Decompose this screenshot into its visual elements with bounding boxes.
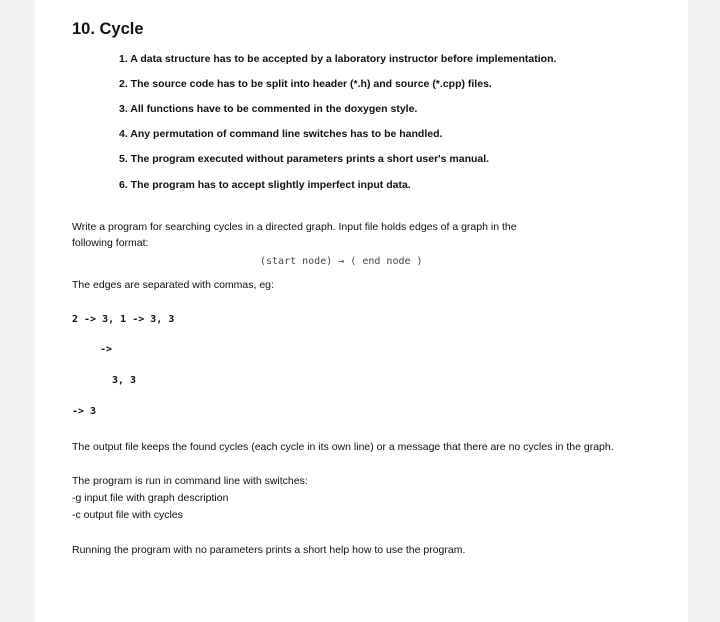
- intro-line-2: following format:: [72, 237, 149, 249]
- no-params-description: Running the program with no parameters prints a short help how to use the program.: [72, 544, 466, 556]
- document-title: 10. Cycle: [72, 20, 144, 38]
- switch-g: -g input file with graph description: [72, 492, 229, 504]
- requirement-item: 5. The program executed without parameters prints a short user's manual.: [119, 153, 490, 165]
- example-line-3: 3, 3: [112, 375, 137, 386]
- requirement-item: 4. Any permutation of command line switches has to be handled.: [119, 128, 443, 140]
- document-page: [35, 0, 688, 622]
- output-description: The output file keeps the found cycles (each cycle in its own line) or a message that there are no cycles in the graph.: [72, 441, 614, 453]
- intro-line-1: Write a program for searching cycles in a directed graph. Input file holds edges of a graph in the: [72, 221, 517, 233]
- requirement-item: 3. All functions have to be commented in the doxygen style.: [119, 103, 418, 115]
- example-line-1: 2 -> 3, 1 -> 3, 3: [72, 314, 175, 325]
- example-line-2: ->: [100, 344, 113, 355]
- requirement-item: 6. The program has to accept slightly imperfect input data.: [119, 179, 411, 191]
- switch-c: -c output file with cycles: [72, 509, 183, 521]
- format-example: (start node) → ( end node ): [260, 256, 423, 267]
- example-line-4: -> 3: [72, 406, 97, 417]
- requirement-item: 1. A data structure has to be accepted by a laboratory instructor before implementation.: [119, 53, 557, 65]
- requirement-item: 2. The source code has to be split into header (*.h) and source (*.cpp) files.: [119, 78, 492, 90]
- switches-intro: The program is run in command line with switches:: [72, 475, 308, 487]
- edges-description: The edges are separated with commas, eg:: [72, 279, 274, 291]
